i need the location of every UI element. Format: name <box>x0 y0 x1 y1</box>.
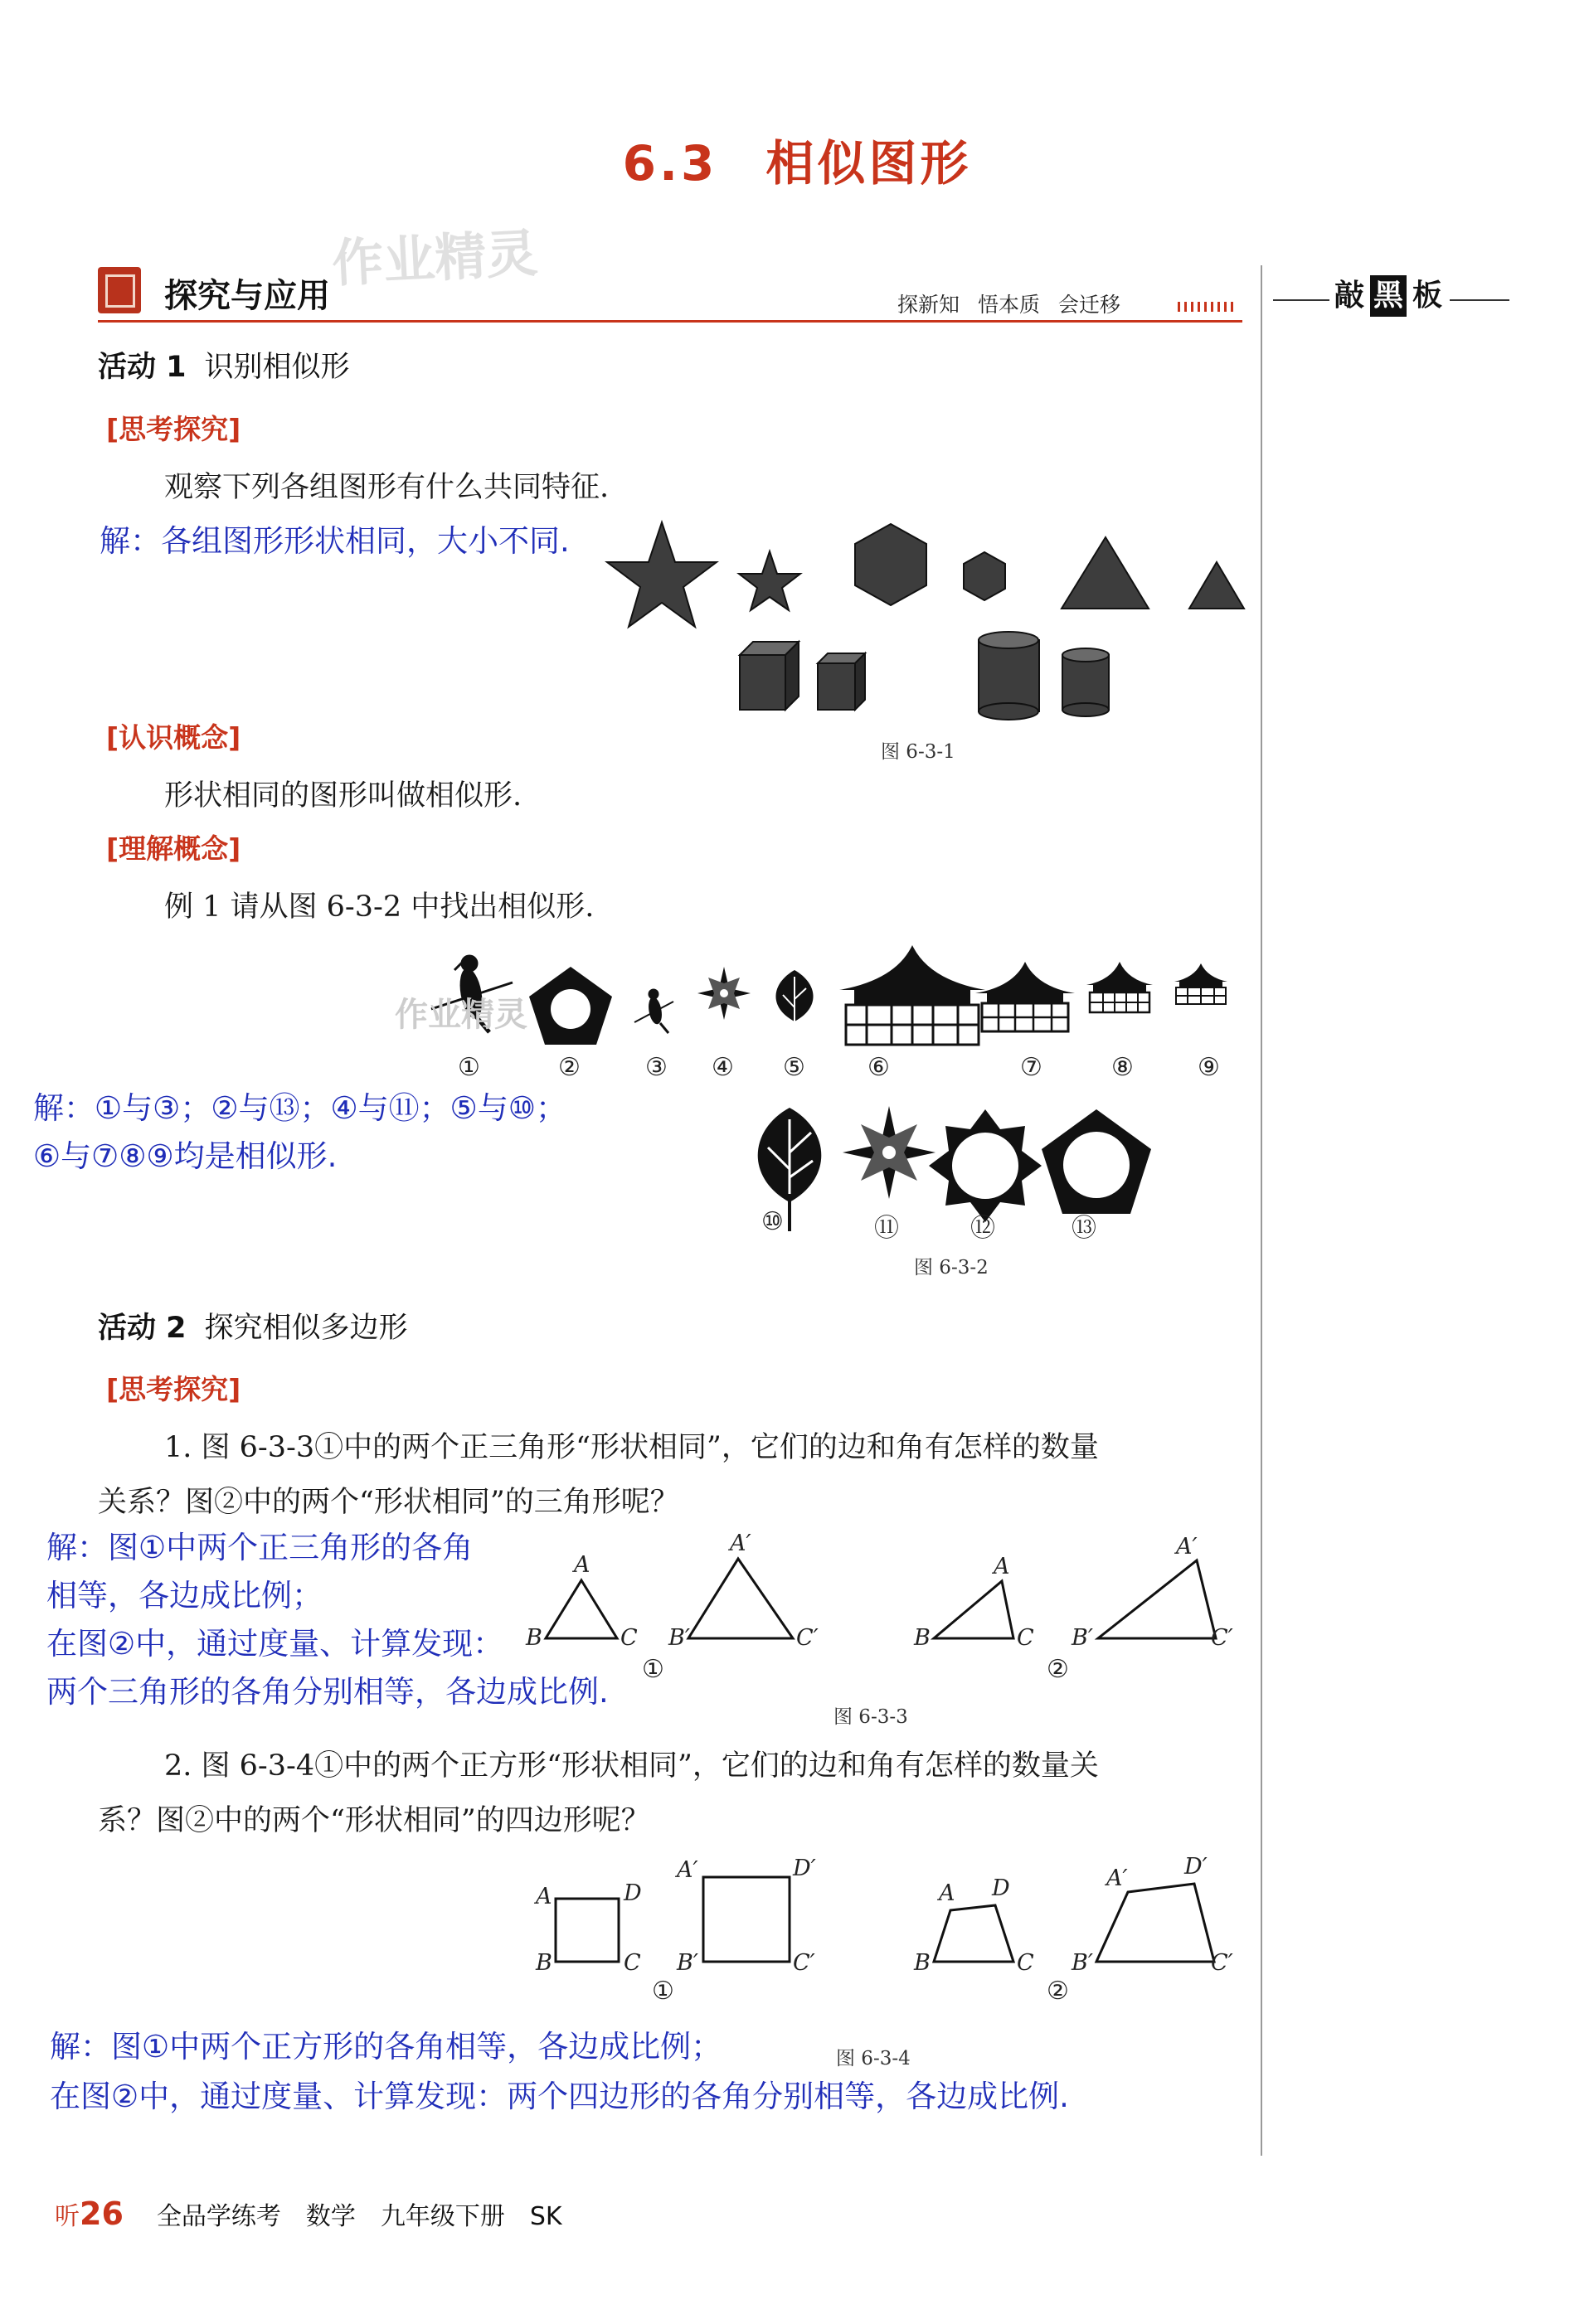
watermark-2: 作业精灵 <box>395 996 527 1034</box>
fig2-num-4: ④ <box>712 1053 734 1082</box>
section-title: 相似图形 <box>765 135 972 192</box>
fig4-label-B-2: B <box>914 1950 931 1976</box>
fig2-num-1: ① <box>458 1053 480 1082</box>
page-number: 26 <box>80 2195 124 2232</box>
quad-abcd <box>934 1905 1013 1962</box>
figure-6-3-1-caption: 图 6-3-1 <box>881 741 955 763</box>
fig3-label-A-prime-2: A′ <box>1176 1534 1198 1560</box>
fig4-label-C-2: C <box>1017 1950 1034 1976</box>
fig3-label-C-prime-2: C′ <box>1211 1625 1233 1651</box>
fig4-label-C-prime: C′ <box>793 1950 815 1976</box>
footer-prefix: 听 <box>55 2202 80 2231</box>
section-number: 6.3 <box>622 135 718 192</box>
section-subtitle: 探新知 悟本质 会迁移 <box>897 293 1120 317</box>
fig3-label-B-2: B <box>914 1625 931 1651</box>
footer-book: 全品学练考 <box>156 2202 281 2231</box>
footer-edition: SK <box>529 2202 562 2231</box>
a2-line-2: 在图②中，通过度量、计算发现：两个四边形的各角分别相等，各边成比例. <box>50 2079 1069 2114</box>
footer-subject: 数学 <box>305 2202 356 2231</box>
fig2-num-13: ⑬ <box>1072 1214 1096 1243</box>
fig3-label-A-prime: A′ <box>730 1531 751 1556</box>
a1-line-2: 相等，各边成比例； <box>46 1578 323 1613</box>
fig4-label-C-prime-2: C′ <box>1211 1950 1233 1976</box>
fig2-num-10: ⑩ <box>761 1207 784 1236</box>
fig4-label-B: B <box>536 1950 552 1976</box>
fig3-sub-1: ① <box>642 1655 664 1684</box>
sidebar-char-3: 板 <box>1412 279 1443 313</box>
a1-line-4: 两个三角形的各角分别相等，各边成比例. <box>46 1674 609 1710</box>
a2-line-1: 解：图①中两个正方形的各角相等，各边成比例； <box>50 2029 722 2064</box>
fig4-label-A-prime: A′ <box>677 1857 698 1883</box>
a1-line-1: 解：图①中两个正三角形的各角 <box>46 1530 474 1565</box>
fig3-sub-2: ② <box>1047 1655 1069 1684</box>
fig4-label-D: D <box>624 1880 642 1906</box>
fig4-label-B-prime-2: B′ <box>1072 1950 1093 1976</box>
fig4-sub-2: ② <box>1047 1977 1069 2006</box>
fig3-label-C-prime: C′ <box>796 1625 819 1651</box>
figure-6-3-4-caption: 图 6-3-4 <box>836 2048 911 2069</box>
footer-grade: 九年级下册 <box>380 2202 505 2231</box>
fig3-label-B-prime: B′ <box>668 1625 690 1651</box>
example-1-text: 例 1 请从图 6-3-2 中找出相似形. <box>164 890 595 924</box>
fig2-num-9: ⑨ <box>1198 1053 1220 1082</box>
fig4-label-D-prime-2: D′ <box>1184 1854 1208 1880</box>
q1-line-1: 1. 图 6-3-3①中的两个正三角形“形状相同”，它们的边和角有怎样的数量 <box>164 1431 1099 1464</box>
fig4-label-B-prime: B′ <box>677 1950 698 1976</box>
question-text: 观察下列各组图形有什么共同特征. <box>164 471 610 504</box>
fig3-label-A: A <box>574 1552 590 1578</box>
activity-2-name: 探究相似多边形 <box>204 1312 408 1345</box>
fig3-label-C: C <box>620 1625 638 1651</box>
fig3-label-B-prime-2: B′ <box>1072 1625 1093 1651</box>
fig2-num-11: ⑪ <box>874 1214 899 1243</box>
tag-concept: [认识概念] <box>106 721 241 754</box>
fig2-num-3: ③ <box>645 1053 668 1082</box>
fig2-num-8: ⑧ <box>1111 1053 1134 1082</box>
answer-2-line-1: 解：①与③；②与⑬；④与⑪；⑤与⑩； <box>33 1090 567 1126</box>
sidebar-char-2: 黑 <box>1370 275 1407 317</box>
activity-2-label: 活动 2 <box>98 1312 187 1345</box>
fig3-label-C-2: C <box>1017 1625 1034 1651</box>
answer-2-line-2: ⑥与⑦⑧⑨均是相似形. <box>33 1138 338 1174</box>
tag-think-explore-2: [思考探究] <box>106 1373 241 1405</box>
fig4-label-D-2: D <box>992 1875 1010 1901</box>
fig3-label-A-2: A <box>994 1554 1010 1579</box>
a1-line-3: 在图②中，通过度量、计算发现： <box>46 1626 504 1662</box>
figure-6-3-3-caption: 图 6-3-3 <box>833 1706 908 1728</box>
sidebar-char-1: 敲 <box>1334 279 1365 313</box>
fig2-num-6: ⑥ <box>867 1053 890 1082</box>
square-abcd <box>556 1899 619 1962</box>
q1-line-2: 关系？图②中的两个“形状相同”的三角形呢？ <box>98 1486 679 1519</box>
fig4-label-D-prime: D′ <box>793 1856 816 1881</box>
fig2-num-5: ⑤ <box>783 1053 805 1082</box>
watermark: 作业精灵 <box>330 222 540 294</box>
q2-line-1: 2. 图 6-3-4①中的两个正方形“形状相同”，它们的边和角有怎样的数量关 <box>164 1749 1099 1783</box>
tag-understand: [理解概念] <box>106 832 241 865</box>
fig2-num-12: ⑫ <box>970 1214 995 1243</box>
concept-text: 形状相同的图形叫做相似形. <box>164 779 522 813</box>
answer-text: 解：各组图形形状相同，大小不同. <box>100 523 570 559</box>
fig4-label-A: A <box>536 1884 552 1909</box>
square-abcd-prime <box>703 1877 790 1962</box>
section-heading: 探究与应用 <box>164 277 330 315</box>
fig4-label-A-prime-2: A′ <box>1106 1866 1128 1891</box>
fig3-label-B: B <box>526 1625 542 1651</box>
footer <box>55 2195 562 2232</box>
fig4-sub-1: ① <box>652 1977 674 2006</box>
activity-1-label: 活动 1 <box>98 351 187 384</box>
fig4-label-A-2: A <box>939 1880 955 1906</box>
fig2-num-7: ⑦ <box>1020 1053 1042 1082</box>
quad-abcd-prime <box>1096 1884 1214 1962</box>
fig2-num-2: ② <box>558 1053 581 1082</box>
q2-line-2: 系？图②中的两个“形状相同”的四边形呢？ <box>98 1804 650 1837</box>
figure-6-3-2-caption: 图 6-3-2 <box>914 1257 989 1278</box>
activity-1-name: 识别相似形 <box>204 351 350 384</box>
tag-think-explore: [思考探究] <box>106 413 241 445</box>
fig4-label-C: C <box>624 1950 641 1976</box>
